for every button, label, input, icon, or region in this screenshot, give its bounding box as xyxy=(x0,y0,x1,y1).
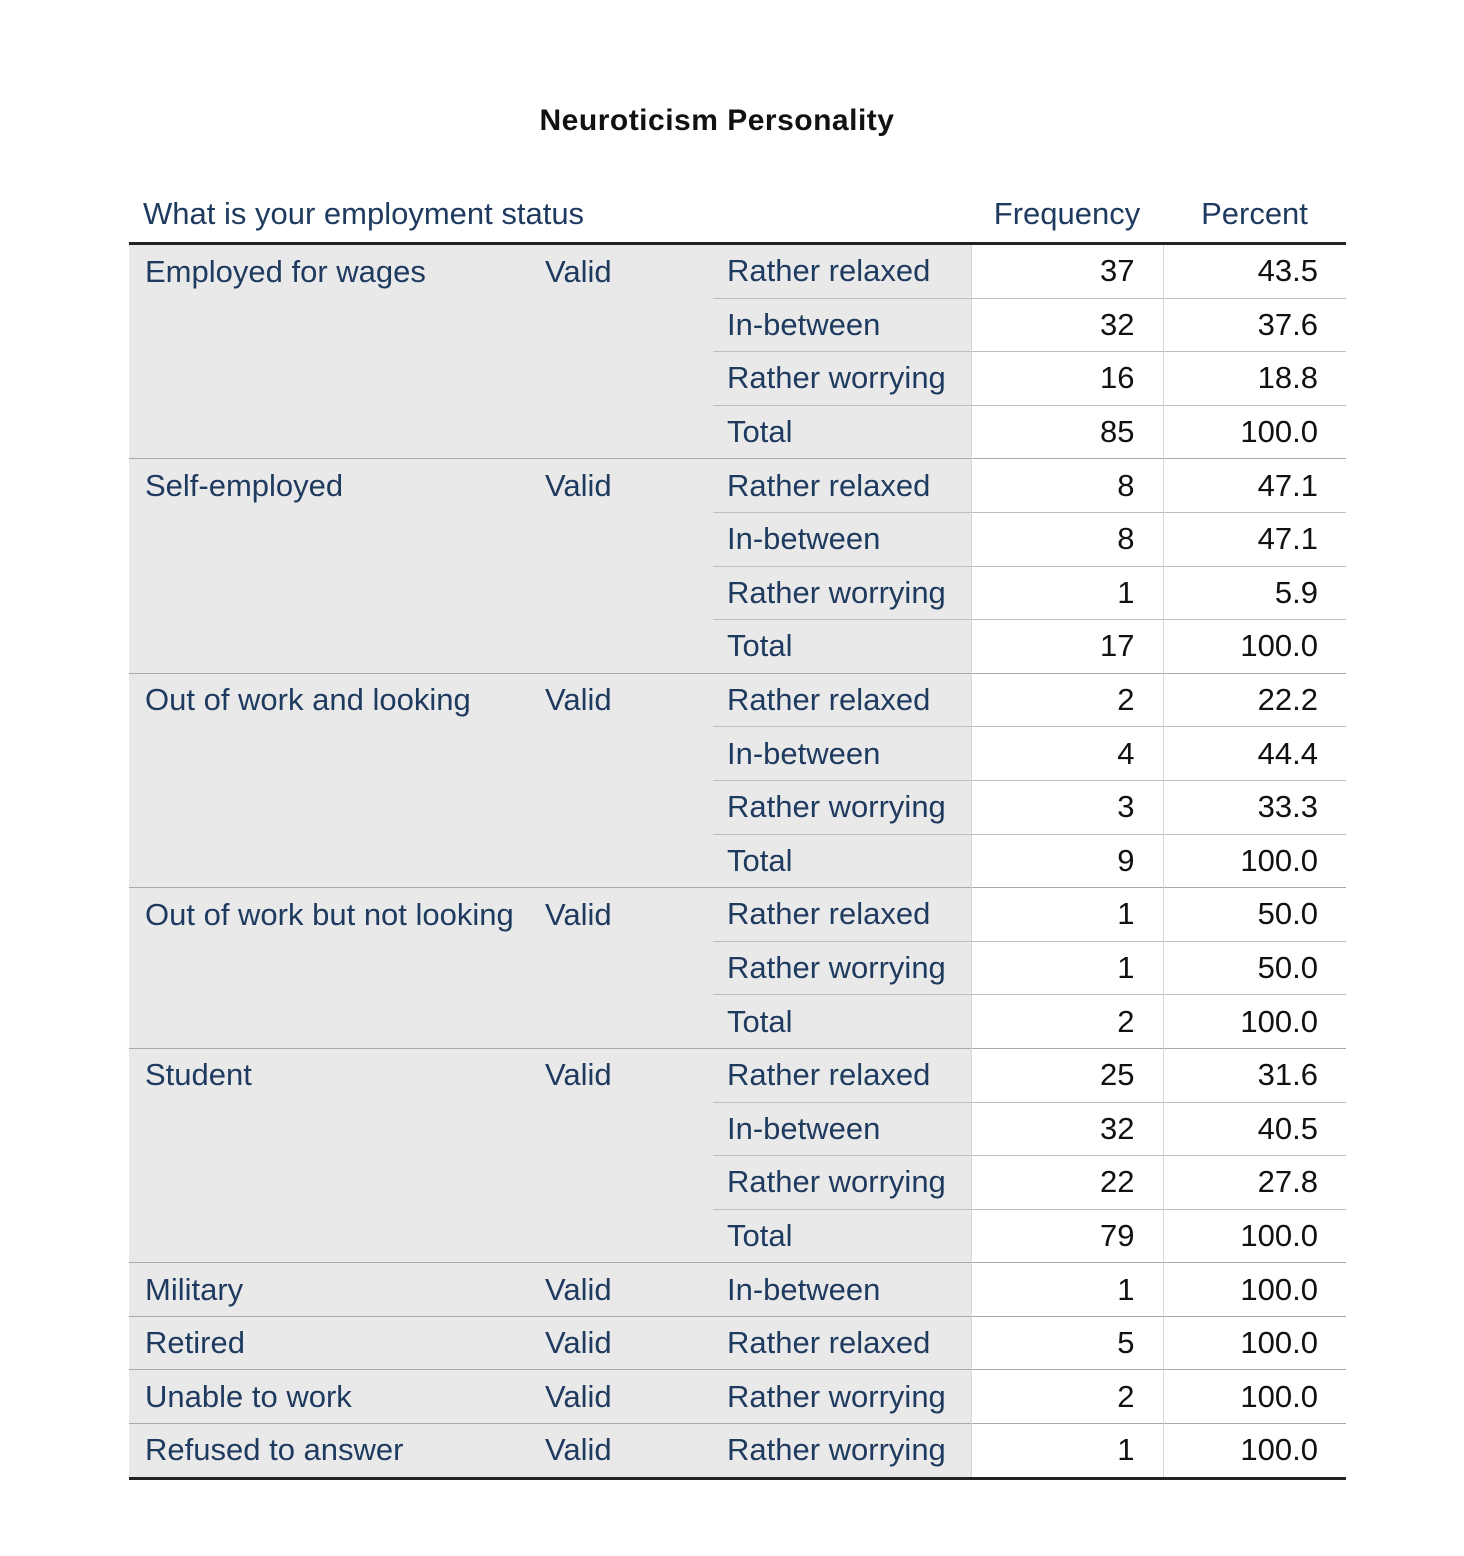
percent-cell: 100.0 xyxy=(1163,1209,1346,1263)
percent-cell: 100.0 xyxy=(1163,1316,1346,1370)
employment-status-cell xyxy=(129,1102,545,1156)
valid-cell: Valid xyxy=(545,459,713,513)
category-cell: In-between xyxy=(713,1263,971,1317)
percent-cell: 100.0 xyxy=(1163,405,1346,459)
valid-cell xyxy=(545,941,713,995)
table-row xyxy=(129,405,1346,459)
employment-status-cell: Student xyxy=(129,1048,545,1102)
valid-cell: Valid xyxy=(545,1316,713,1370)
table-row xyxy=(129,620,1346,674)
category-cell: Rather relaxed xyxy=(713,888,971,942)
frequency-cell: 37 xyxy=(971,244,1163,299)
frequency-cell: 25 xyxy=(971,1048,1163,1102)
category-cell: Rather relaxed xyxy=(713,673,971,727)
employment-status-cell xyxy=(129,512,545,566)
employment-status-cell: Out of work and looking xyxy=(129,673,545,727)
category-cell: In-between xyxy=(713,298,971,352)
frequency-cell: 4 xyxy=(971,727,1163,781)
table-row xyxy=(129,941,1346,995)
valid-cell: Valid xyxy=(545,244,713,299)
frequency-cell: 17 xyxy=(971,620,1163,674)
percent-cell: 18.8 xyxy=(1163,352,1346,406)
valid-cell xyxy=(545,1156,713,1210)
frequency-cell: 2 xyxy=(971,1370,1163,1424)
category-cell: Rather worrying xyxy=(713,1156,971,1210)
category-cell: Rather relaxed xyxy=(713,459,971,513)
percent-cell: 50.0 xyxy=(1163,888,1346,942)
valid-cell: Valid xyxy=(545,673,713,727)
table-row xyxy=(129,1424,1346,1479)
employment-status-cell: Out of work but not looking xyxy=(129,888,545,942)
valid-cell xyxy=(545,620,713,674)
header-row xyxy=(129,186,1346,244)
frequency-cell: 1 xyxy=(971,566,1163,620)
percent-cell: 31.6 xyxy=(1163,1048,1346,1102)
percent-cell: 100.0 xyxy=(1163,834,1346,888)
frequency-cell: 3 xyxy=(971,780,1163,834)
table-row xyxy=(129,780,1346,834)
percent-cell: 44.4 xyxy=(1163,727,1346,781)
valid-cell: Valid xyxy=(545,1048,713,1102)
table-row xyxy=(129,1209,1346,1263)
table-row xyxy=(129,1316,1346,1370)
employment-status-cell xyxy=(129,566,545,620)
employment-status-cell: Self-employed xyxy=(129,459,545,513)
table-row xyxy=(129,727,1346,781)
employment-status-cell xyxy=(129,352,545,406)
header-frequency: Frequency xyxy=(971,186,1163,244)
employment-status-cell xyxy=(129,405,545,459)
table-row xyxy=(129,888,1346,942)
table-body xyxy=(129,244,1346,1479)
category-cell: Total xyxy=(713,620,971,674)
percent-cell: 100.0 xyxy=(1163,995,1346,1049)
percent-cell: 43.5 xyxy=(1163,244,1346,299)
valid-cell xyxy=(545,995,713,1049)
category-cell: Rather worrying xyxy=(713,780,971,834)
valid-cell: Valid xyxy=(545,1370,713,1424)
employment-status-cell xyxy=(129,1209,545,1263)
table-row xyxy=(129,298,1346,352)
valid-cell xyxy=(545,834,713,888)
frequency-cell: 32 xyxy=(971,1102,1163,1156)
employment-status-cell: Military xyxy=(129,1263,545,1317)
frequency-cell: 5 xyxy=(971,1316,1163,1370)
percent-cell: 100.0 xyxy=(1163,1424,1346,1479)
valid-cell xyxy=(545,405,713,459)
valid-cell: Valid xyxy=(545,888,713,942)
employment-status-cell xyxy=(129,727,545,781)
percent-cell: 37.6 xyxy=(1163,298,1346,352)
category-cell: Total xyxy=(713,995,971,1049)
category-cell: Rather relaxed xyxy=(713,1316,971,1370)
percent-cell: 33.3 xyxy=(1163,780,1346,834)
valid-cell: Valid xyxy=(545,1263,713,1317)
percent-cell: 47.1 xyxy=(1163,459,1346,513)
valid-cell xyxy=(545,1102,713,1156)
valid-cell xyxy=(545,566,713,620)
percent-cell: 50.0 xyxy=(1163,941,1346,995)
frequency-cell: 22 xyxy=(971,1156,1163,1210)
frequency-cell: 1 xyxy=(971,888,1163,942)
frequency-cell: 8 xyxy=(971,512,1163,566)
percent-cell: 100.0 xyxy=(1163,1263,1346,1317)
percent-cell: 40.5 xyxy=(1163,1102,1346,1156)
frequency-cell: 16 xyxy=(971,352,1163,406)
frequency-cell: 1 xyxy=(971,941,1163,995)
percent-cell: 22.2 xyxy=(1163,673,1346,727)
category-cell: Total xyxy=(713,1209,971,1263)
category-cell: Rather worrying xyxy=(713,1424,971,1479)
frequency-cell: 8 xyxy=(971,459,1163,513)
percent-cell: 100.0 xyxy=(1163,1370,1346,1424)
table-row xyxy=(129,673,1346,727)
employment-status-cell: Retired xyxy=(129,1316,545,1370)
table-row xyxy=(129,512,1346,566)
frequency-cell: 2 xyxy=(971,673,1163,727)
category-cell: Rather relaxed xyxy=(713,244,971,299)
employment-status-cell: Unable to work xyxy=(129,1370,545,1424)
category-cell: Rather worrying xyxy=(713,1370,971,1424)
frequency-cell: 1 xyxy=(971,1424,1163,1479)
percent-cell: 100.0 xyxy=(1163,620,1346,674)
valid-cell xyxy=(545,1209,713,1263)
header-percent: Percent xyxy=(1163,186,1346,244)
category-cell: Rather worrying xyxy=(713,566,971,620)
percent-cell: 47.1 xyxy=(1163,512,1346,566)
frequency-cell: 79 xyxy=(971,1209,1163,1263)
category-cell: Total xyxy=(713,834,971,888)
valid-cell xyxy=(545,298,713,352)
category-cell: Rather worrying xyxy=(713,941,971,995)
employment-status-cell: Employed for wages xyxy=(129,244,545,299)
table-row xyxy=(129,352,1346,406)
employment-status-cell xyxy=(129,620,545,674)
table-row xyxy=(129,1263,1346,1317)
frequency-table xyxy=(129,186,1346,1480)
header-employment-status: What is your employment status xyxy=(129,186,971,244)
employment-status-cell xyxy=(129,780,545,834)
percent-cell: 27.8 xyxy=(1163,1156,1346,1210)
table-row xyxy=(129,1048,1346,1102)
category-cell: Total xyxy=(713,405,971,459)
table-row xyxy=(129,995,1346,1049)
table-row xyxy=(129,1156,1346,1210)
employment-status-cell xyxy=(129,1156,545,1210)
table-row xyxy=(129,834,1346,888)
table-row xyxy=(129,1370,1346,1424)
category-cell: Rather worrying xyxy=(713,352,971,406)
employment-status-cell: Refused to answer xyxy=(129,1424,545,1479)
table-row xyxy=(129,244,1346,299)
table-row xyxy=(129,566,1346,620)
table-row xyxy=(129,459,1346,513)
employment-status-cell xyxy=(129,834,545,888)
category-cell: In-between xyxy=(713,727,971,781)
frequency-cell: 1 xyxy=(971,1263,1163,1317)
category-cell: In-between xyxy=(713,1102,971,1156)
category-cell: Rather relaxed xyxy=(713,1048,971,1102)
employment-status-cell xyxy=(129,995,545,1049)
valid-cell xyxy=(545,780,713,834)
valid-cell: Valid xyxy=(545,1424,713,1479)
table-row xyxy=(129,1102,1346,1156)
employment-status-cell xyxy=(129,941,545,995)
valid-cell xyxy=(545,512,713,566)
valid-cell xyxy=(545,727,713,781)
category-cell: In-between xyxy=(713,512,971,566)
frequency-cell: 9 xyxy=(971,834,1163,888)
frequency-cell: 2 xyxy=(971,995,1163,1049)
valid-cell xyxy=(545,352,713,406)
percent-cell: 5.9 xyxy=(1163,566,1346,620)
employment-status-cell xyxy=(129,298,545,352)
frequency-cell: 32 xyxy=(971,298,1163,352)
table-title: Neuroticism Personality xyxy=(539,104,895,137)
frequency-cell: 85 xyxy=(971,405,1163,459)
